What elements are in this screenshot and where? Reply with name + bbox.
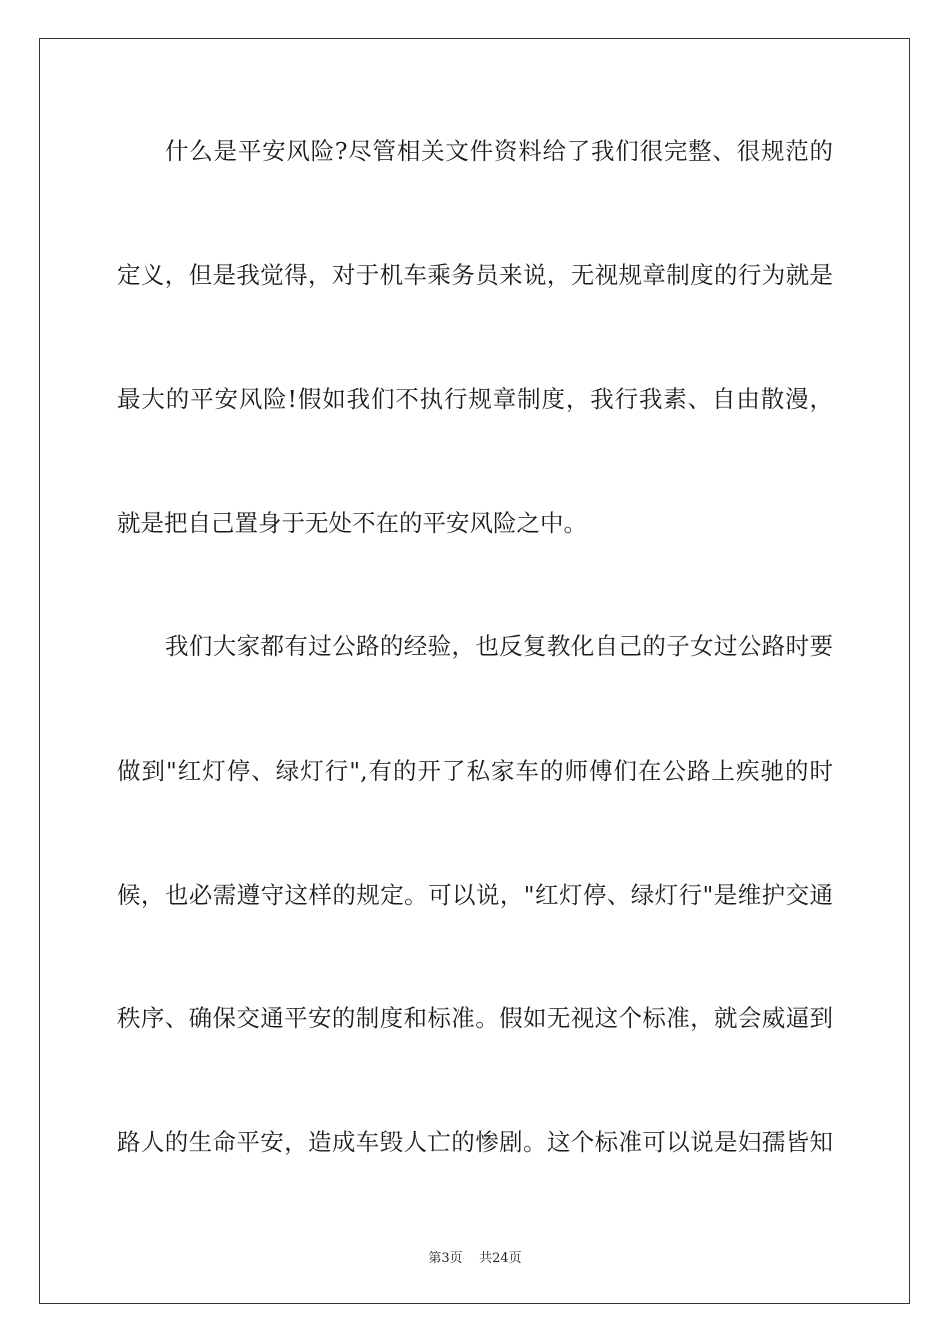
paragraph-2-line-2: 做到"红灯停、绿灯行",有的开了私家车的师傅们在公路上疾驰的时 [117, 757, 833, 785]
paragraph-2-line-4: 秩序、确保交通平安的制度和标准。假如无视这个标准，就会威逼到 [117, 1004, 833, 1032]
paragraph-2-line-3: 候，也必需遵守这样的规定。可以说，"红灯停、绿灯行"是维护交通 [117, 881, 833, 909]
paragraph-2-line-1: 我们大家都有过公路的经验，也反复教化自己的子女过公路时要 [165, 632, 833, 660]
page-frame [39, 38, 910, 1304]
paragraph-1-line-1: 什么是平安风险?尽管相关文件资料给了我们很完整、很规范的 [165, 137, 833, 165]
paragraph-2-line-5: 路人的生命平安，造成车毁人亡的惨剧。这个标准可以说是妇孺皆知 [117, 1128, 833, 1156]
page-footer [0, 1247, 950, 1266]
paragraph-1-line-4: 就是把自己置身于无处不在的平安风险之中。 [117, 509, 587, 537]
total-pages: 共24页 [479, 1251, 522, 1266]
paragraph-1-line-2: 定义，但是我觉得，对于机车乘务员来说，无视规章制度的行为就是 [117, 261, 833, 289]
paragraph-1-line-3: 最大的平安风险!假如我们不执行规章制度，我行我素、自由散漫， [117, 385, 833, 413]
page-number: 第3页 [428, 1251, 463, 1266]
